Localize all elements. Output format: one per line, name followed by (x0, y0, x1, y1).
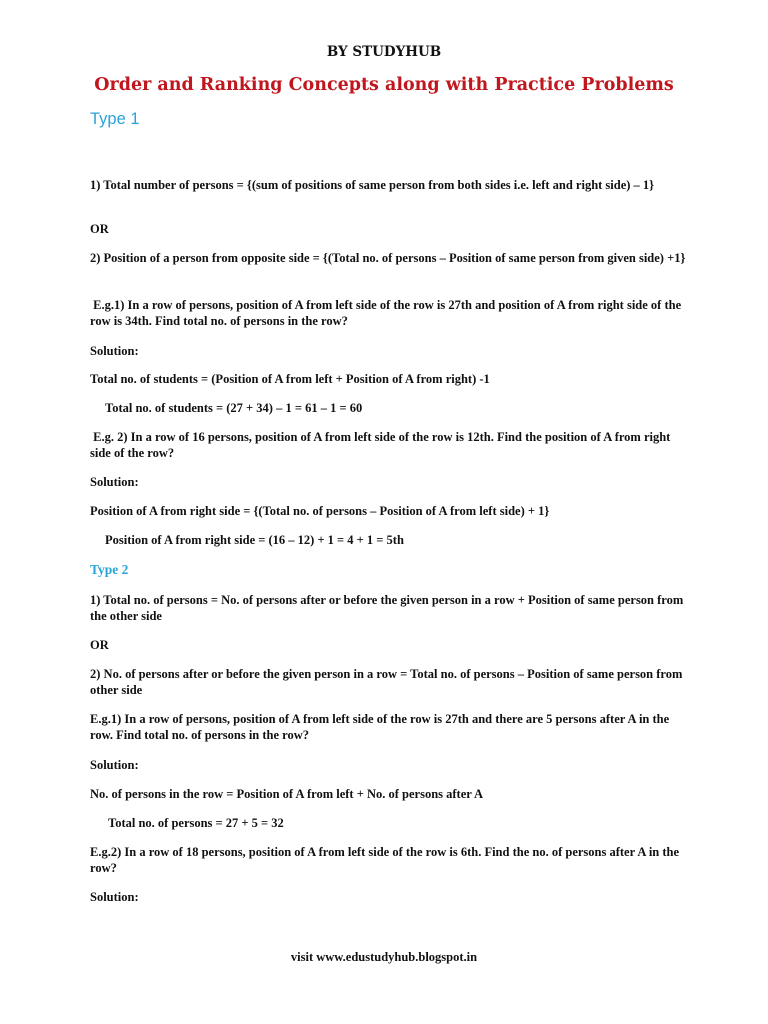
type2-example-1: E.g.1) In a row of persons, position of A from left side of the row is 27th and there are 5 persons after A in the row. Find total no. of persons in the row? (90, 712, 670, 742)
type1-solution-1-label: Solution: (90, 344, 139, 358)
type2-solution-1-line-1: No. of persons in the row = Position of A from left + No. of persons after A (90, 787, 484, 801)
type1-formula-1: 1) Total number of persons = {(sum of positions of same person from both sides i.e. left and right side) – 1} (90, 178, 655, 192)
type1-example-2: E.g. 2) In a row of 16 persons, position of A from left side of the row is 12th. Find the position of A from right side of the row? (90, 430, 674, 460)
type1-solution-2-label: Solution: (90, 475, 139, 489)
brand-header: BY STUDYHUB (326, 44, 442, 60)
type2-formula-2: 2) No. of persons after or before the given person in a row = Total no. of persons – Position of same person from other side (90, 667, 683, 697)
page-title: Order and Ranking Concepts along with Practice Problems (94, 75, 674, 95)
type1-or: OR (90, 222, 109, 236)
footer-link[interactable]: visit www.edustudyhub.blogspot.in (290, 950, 478, 964)
type2-formula-1: 1) Total no. of persons = No. of persons after or before the given person in a row + Position of same person from the other side (90, 593, 684, 623)
type1-solution-2-line-1: Position of A from right side = {(Total no. of persons – Position of A from left side) + 1} (90, 504, 550, 518)
type2-or: OR (90, 638, 109, 652)
type2-solution-2-label: Solution: (90, 890, 139, 904)
type2-heading: Type 2 (90, 562, 129, 577)
type2-solution-1-label: Solution: (90, 758, 139, 772)
type2-example-2: E.g.2) In a row of 18 persons, position of A from left side of the row is 6th. Find the no. of persons after A in the row? (90, 845, 680, 875)
type2-solution-1-line-2: Total no. of persons = 27 + 5 = 32 (108, 816, 284, 830)
type1-heading: Type 1 (90, 110, 140, 128)
type1-solution-2-line-2: Position of A from right side = (16 – 12) + 1 = 4 + 1 = 5th (105, 533, 404, 547)
type1-solution-1-line-1: Total no. of students = (Position of A from left + Position of A from right) -1 (90, 372, 490, 386)
type1-solution-1-line-2: Total no. of students = (27 + 34) – 1 = 61 – 1 = 60 (105, 401, 363, 415)
type1-example-1: E.g.1) In a row of persons, position of A from left side of the row is 27th and position of A from right side of the row is 34th. Find total no. of persons in the row? (90, 298, 685, 328)
type1-formula-2: 2) Position of a person from opposite side = {(Total no. of persons – Position of same person from given side) +1} (90, 251, 686, 265)
